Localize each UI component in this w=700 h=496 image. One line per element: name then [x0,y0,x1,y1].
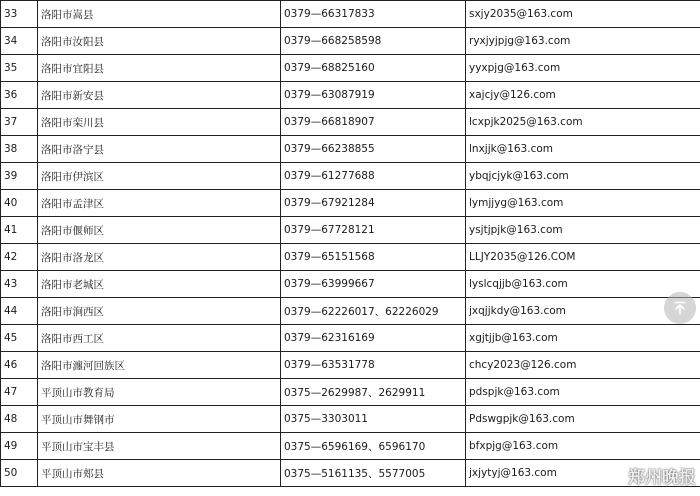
phone-cell: 0379—67921284 [281,190,466,217]
unit-name-cell: 平顶山市教育局 [38,379,281,406]
phone-cell: 0379—65151568 [281,244,466,271]
unit-name-cell: 洛阳市孟津区 [38,190,281,217]
unit-name-cell: 平顶山市舞钢市 [38,406,281,433]
table-row [1,55,700,82]
row-number-cell: 33 [1,1,38,28]
phone-cell: 0379—61277688 [281,163,466,190]
unit-name-cell: 洛阳市老城区 [38,271,281,298]
unit-name-cell: 洛阳市伊滨区 [38,163,281,190]
row-number-cell: 50 [1,460,38,487]
unit-name-cell: 洛阳市涧西区 [38,298,281,325]
phone-cell: 0379—68825160 [281,55,466,82]
phone-cell: 0375—5161135、5577005 [281,460,466,487]
table-row [1,325,700,352]
unit-name-cell: 洛阳市洛宁县 [38,136,281,163]
phone-cell: 0379—66317833 [281,1,466,28]
email-cell: chcy2023@126.com [466,352,700,379]
row-number-cell: 41 [1,217,38,244]
unit-name-cell: 洛阳市洛龙区 [38,244,281,271]
phone-cell: 0379—63531778 [281,352,466,379]
up-arrow-icon [672,300,688,316]
row-number-cell: 34 [1,28,38,55]
row-number-cell: 48 [1,406,38,433]
table-row [1,460,700,487]
row-number-cell: 38 [1,136,38,163]
phone-cell: 0375—3303011 [281,406,466,433]
unit-name-cell: 洛阳市栾川县 [38,109,281,136]
email-cell: jxjytyj@163.com [466,460,700,487]
email-cell: xajcjy@126.com [466,82,700,109]
email-cell: ryxjyjpjg@163.com [466,28,700,55]
table-row [1,217,700,244]
email-cell: ysjtjpjk@163.com [466,217,700,244]
unit-name-cell: 洛阳市汝阳县 [38,28,281,55]
unit-name-cell: 平顶山市宝丰县 [38,433,281,460]
table-row [1,271,700,298]
row-number-cell: 37 [1,109,38,136]
watermark-text: 郑州晚报 [628,468,696,488]
scroll-to-top-button[interactable] [664,292,696,324]
email-cell: yyxpjg@163.com [466,55,700,82]
table-row [1,109,700,136]
table-row [1,244,700,271]
email-cell: bfxpjg@163.com [466,433,700,460]
email-cell: LLJY2035@126.COM [466,244,700,271]
email-cell: sxjy2035@163.com [466,1,700,28]
table-row [1,352,700,379]
table-row [1,82,700,109]
row-number-cell: 45 [1,325,38,352]
email-cell: pdspjk@163.com [466,379,700,406]
row-number-cell: 35 [1,55,38,82]
phone-cell: 0379—67728121 [281,217,466,244]
unit-name-cell: 洛阳市宜阳县 [38,55,281,82]
phone-cell: 0379—66238855 [281,136,466,163]
row-number-cell: 47 [1,379,38,406]
phone-cell: 0379—63087919 [281,82,466,109]
phone-cell: 0379—62226017、62226029 [281,298,466,325]
row-number-cell: 49 [1,433,38,460]
email-cell: lyslcqjjb@163.com [466,271,700,298]
email-cell: xgjtjjb@163.com [466,325,700,352]
phone-cell: 0379—66818907 [281,109,466,136]
phone-cell: 0379—63999667 [281,271,466,298]
weibo-logo-icon [603,467,625,485]
table-row [1,190,700,217]
row-number-cell: 40 [1,190,38,217]
table-row [1,1,700,28]
row-number-cell: 44 [1,298,38,325]
table-row [1,406,700,433]
table-row [1,136,700,163]
row-number-cell: 36 [1,82,38,109]
phone-cell: 0375—6596169、6596170 [281,433,466,460]
email-cell: jxqjjkdy@163.com [466,298,700,325]
email-cell: lcxpjk2025@163.com [466,109,700,136]
watermark [603,463,696,488]
table-row [1,298,700,325]
row-number-cell: 43 [1,271,38,298]
row-number-cell: 39 [1,163,38,190]
unit-name-cell: 洛阳市瀍河回族区 [38,352,281,379]
row-number-cell: 42 [1,244,38,271]
phone-cell: 0379—62316169 [281,325,466,352]
phone-cell: 0375—2629987、2629911 [281,379,466,406]
table-row [1,433,700,460]
email-cell: lnxjjk@163.com [466,136,700,163]
unit-name-cell: 洛阳市嵩县 [38,1,281,28]
unit-name-cell: 洛阳市偃师区 [38,217,281,244]
email-cell: lymjjyg@163.com [466,190,700,217]
unit-name-cell: 平顶山市郏县 [38,460,281,487]
row-number-cell: 46 [1,352,38,379]
unit-name-cell: 洛阳市新安县 [38,82,281,109]
table-row [1,163,700,190]
unit-name-cell: 洛阳市西工区 [38,325,281,352]
table-row [1,379,700,406]
table-row [1,28,700,55]
contact-table-body [1,1,700,487]
phone-cell: 0379—668258598 [281,28,466,55]
email-cell: Pdswgpjk@163.com [466,406,700,433]
email-cell: ybqjcjyk@163.com [466,163,700,190]
